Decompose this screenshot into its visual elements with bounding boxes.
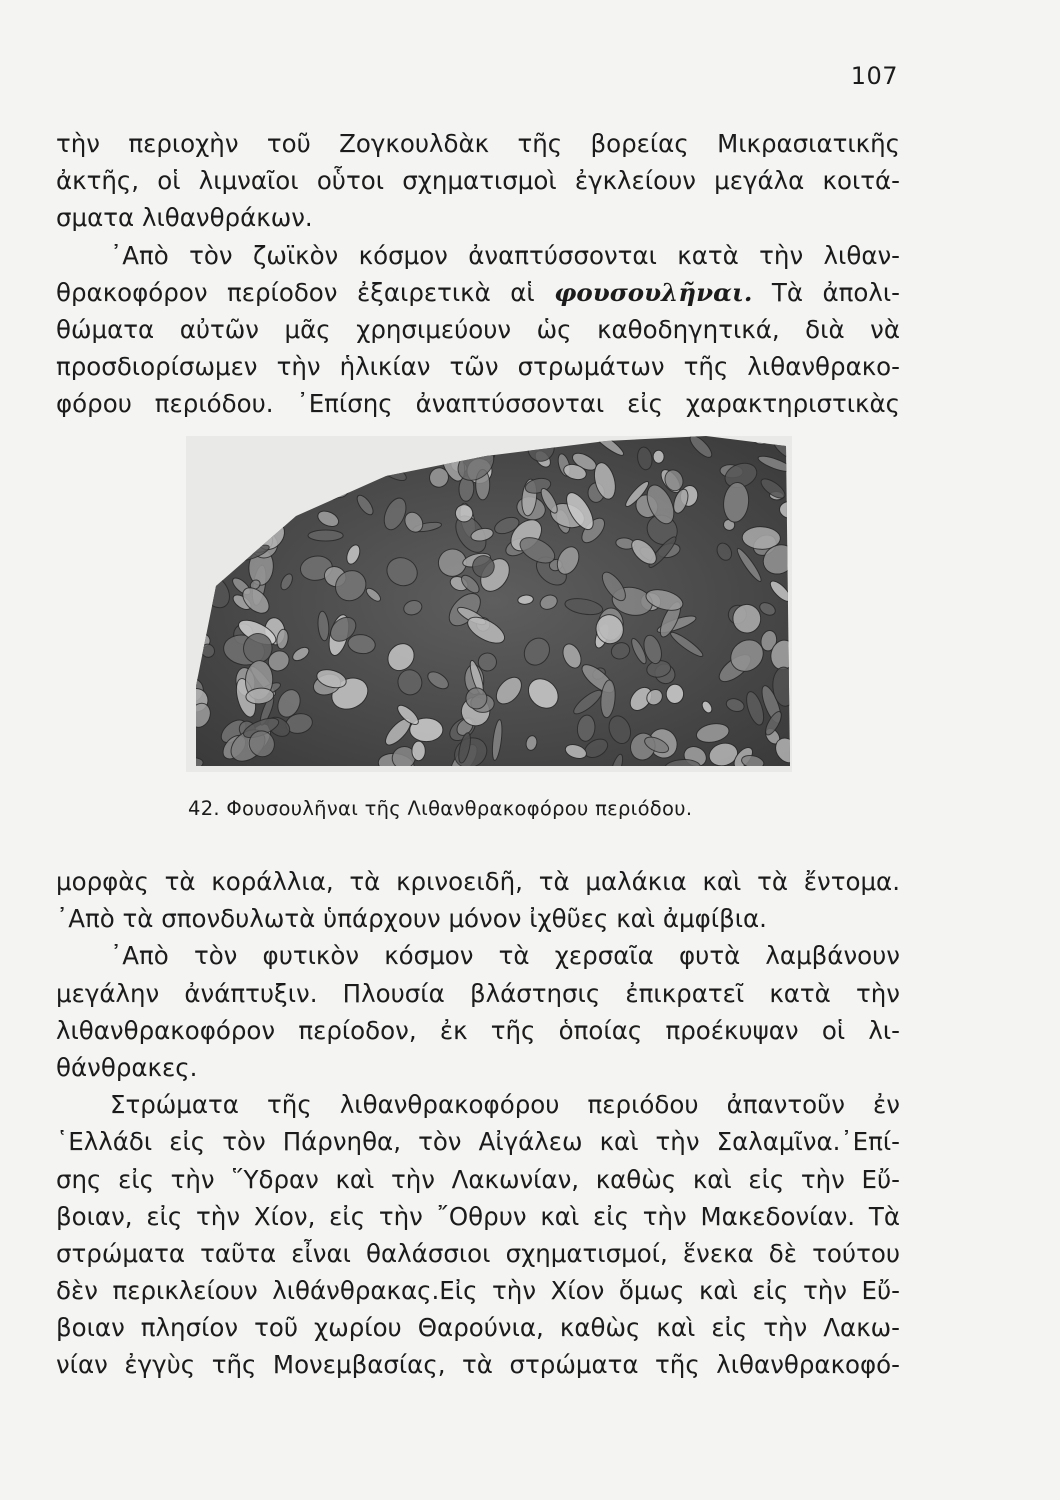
figure-caption: 42. Φουσουλῆναι τῆς Λιθανθρακοφόρου περιόδου.	[188, 797, 693, 820]
text-line: ᾿Απὸ τὸν ζωϊκὸν κόσμον ἀναπτύσσονται κατὰ τὴν λιθαν-	[110, 240, 900, 270]
text-line: φόρου περιόδου. ᾿Επίσης ἀναπτύσσονται εἰς χαρακτηριστικὰς	[56, 389, 900, 419]
text-line: ἀκτῆς, οἱ λιμναῖοι οὗτοι σχηματισμοὶ ἐγκλείουν μεγάλα κοιτά-	[56, 166, 900, 196]
text-line: δὲν περικλείουν λιθάνθρακας.Εἰς τὴν Χίον ὅμως καὶ εἰς τὴν Εὔ-	[56, 1276, 900, 1306]
text-line: βοιαν, εἰς τὴν Χίον, εἰς τὴν ῎Οθρυν καὶ εἰς τὴν Μακεδονίαν. Τὰ	[56, 1201, 900, 1231]
fusulinid-rock-image	[186, 436, 792, 772]
emphasized-term: φουσουλῆναι.	[554, 277, 753, 307]
text-line: ῾Ελλάδι εἰς τὸν Πάρνηθα, τὸν Αἰγάλεω καὶ τὴν Σαλαμῖνα.᾿Επί-	[56, 1127, 900, 1157]
body-text-top	[56, 125, 900, 423]
text-line: ᾿Απὸ τὰ σπονδυλωτὰ ὑπάρχουν μόνον ἰχθῦες καὶ ἀμφίβια.	[56, 904, 767, 934]
text-segment: Τὰ ἀπολι-	[752, 277, 900, 307]
text-line: σης εἰς τὴν ῞Υδραν καὶ τὴν Λακωνίαν, καθὼς καὶ εἰς τὴν Εὔ-	[56, 1164, 900, 1194]
text-line: μορφὰς τὰ κοράλλια, τὰ κρινοειδῆ, τὰ μαλάκια καὶ τὰ ἔντομα.	[56, 867, 900, 896]
body-text-bottom	[56, 863, 900, 1384]
text-line: Στρώματα τῆς λιθανθρακοφόρου περιόδου ἀπαντοῦν ἐν	[110, 1090, 900, 1120]
text-line: στρώματα ταῦτα εἶναι θαλάσσιοι σχηματισμοί, ἕνεκα δὲ τούτου	[56, 1238, 900, 1268]
text-line: θάνθρακες.	[56, 1052, 198, 1082]
text-line: σματα λιθανθράκων.	[56, 203, 313, 233]
text-line	[56, 274, 900, 311]
page-number: 107	[850, 62, 898, 90]
fossil-photograph	[186, 436, 792, 772]
text-line: προσδιορίσωμεν τὴν ἡλικίαν τῶν στρωμάτων τῆς λιθανθρακο-	[56, 352, 900, 382]
text-line: θώματα αὐτῶν μᾶς χρησιμεύουν ὡς καθοδηγητικά, διὰ νὰ	[56, 314, 900, 344]
text-line: τὴν περιοχὴν τοῦ Ζογκουλδὰκ τῆς βορείας Μικρασιατικῆς	[56, 129, 900, 158]
text-line: νίαν ἐγγὺς τῆς Μονεμβασίας, τὰ στρώματα τῆς λιθανθρακοφό-	[56, 1350, 900, 1380]
text-line: βοιαν πλησίον τοῦ χωρίου Θαρούνια, καθὼς καὶ εἰς τὴν Λακω-	[56, 1313, 900, 1343]
text-line: λιθανθρακοφόρον περίοδον, ἐκ τῆς ὁποίας προέκυψαν οἱ λι-	[56, 1015, 900, 1045]
text-line: μεγάλην ἀνάπτυξιν. Πλουσία βλάστησις ἐπικρατεῖ κατὰ τὴν	[56, 978, 900, 1008]
text-line: ᾿Απὸ τὸν φυτικὸν κόσμον τὰ χερσαῖα φυτὰ λαμβάνουν	[110, 941, 900, 971]
text-segment: θρακοφόρον περίοδον ἐξαιρετικὰ αἱ	[56, 277, 555, 307]
